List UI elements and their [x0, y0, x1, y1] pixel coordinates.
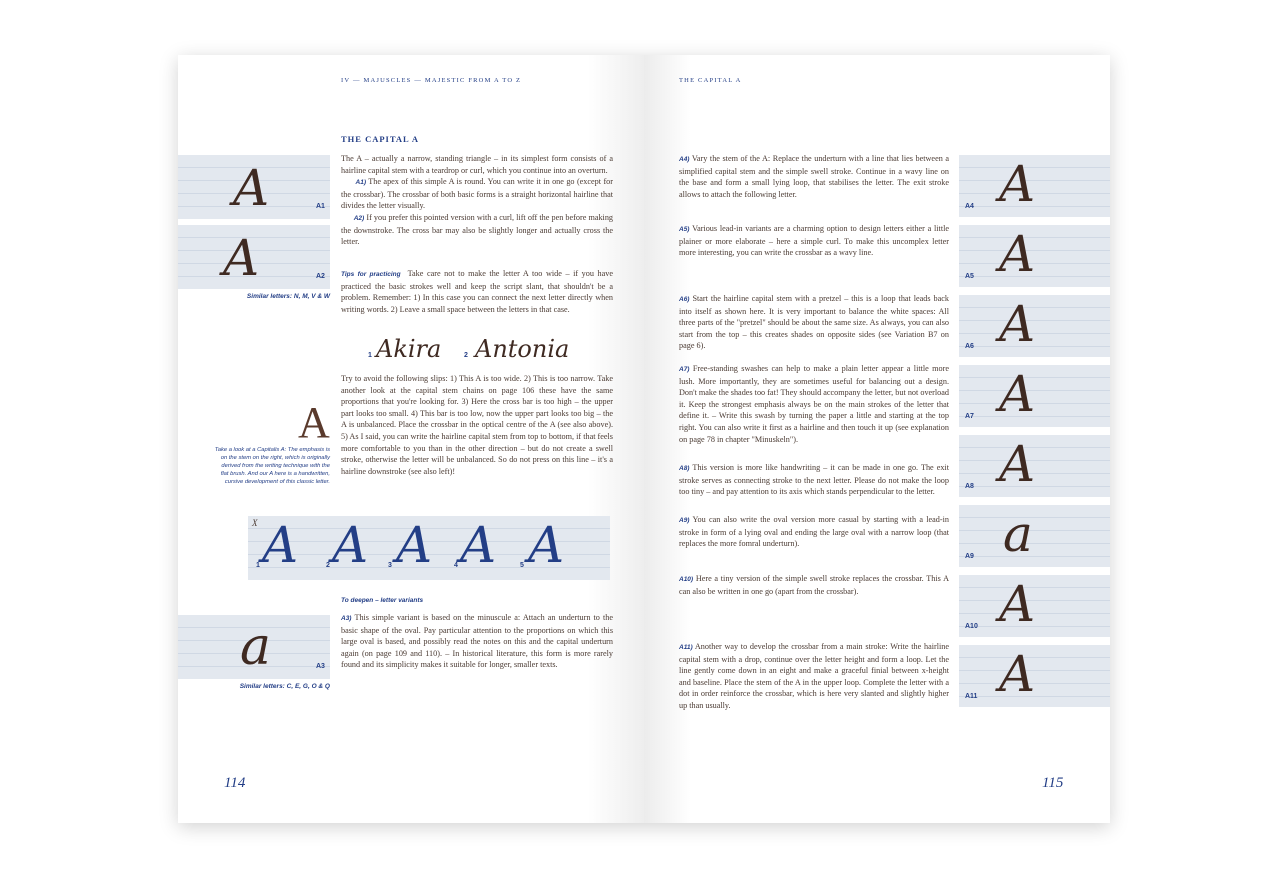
section-title: THE CAPITAL A — [341, 134, 420, 144]
plate-label: A2 — [316, 273, 325, 280]
tips-paragraph: Tips for practicing Take care not to make the letter A too wide – if you have practiced the basic strokes well and keep the script slant, that shouldn't be a problem. Remember: 1) In this case you can connect the next letter directly when writing words. 2) Leave a small space between the letters in that case. — [341, 269, 613, 314]
plate-label: A7 — [965, 413, 974, 420]
script-letter-a3: a — [240, 617, 272, 677]
slip-letter-5: A — [528, 516, 565, 574]
plate-a6 — [959, 295, 1110, 357]
plate-a8 — [959, 435, 1110, 497]
plate-label: A5 — [965, 273, 974, 280]
variant-a11-text: A11) Another way to develop the crossbar from a main stroke: Write the hairline capital stem with a drop, continue over the letter height and form a loop. Let the line gently come down in an eight and make a graceful finial between x-height and baseline. Place the stem of the A in the upper loop. Complete the letter with a dot in order reinforce the crossbar, which is here very slanted and slightly higher up than usually. — [679, 642, 949, 710]
running-head: THE CAPITAL A — [679, 77, 742, 84]
plate-label: A4 — [965, 203, 974, 210]
plate-a5 — [959, 225, 1110, 287]
plate-label: A3 — [316, 663, 325, 670]
page-number: 115 — [1042, 775, 1064, 791]
plate-a1 — [178, 155, 330, 219]
a3-paragraph: A3) This simple variant is based on the minuscule a: Attach an underturn to the basic shape of the oval. Pay particular attention to the proportions on which this large oval is based, and possibly read the notes on this and the capital underturn again (on page 109 and 110). – In historical literature, this form is more rarely found and its simplicity makes it suitable for longer, smaller texts. — [341, 613, 613, 670]
script-letter-a6: A — [999, 295, 1036, 353]
example-number: 2 — [464, 352, 468, 359]
plate-a10 — [959, 575, 1110, 637]
slip-letter-4: A — [460, 516, 497, 574]
example-word: Antonia — [475, 335, 570, 363]
slip-number: 3 — [388, 562, 392, 569]
capitalis-letter: A — [298, 398, 330, 447]
script-letter-a8: A — [999, 435, 1036, 493]
slips-paragraph: Try to avoid the following slips: 1) This A is too wide. 2) This is too narrow. Take another look at the capital stem chains on page 106 these have the same proportions that you're looking for. 3) Here the cross bar is too high – the upper part looks too small. 4) This bar is too low, now the upper part looks too big – the A is unbalanced. Place the crossbar in the optical centre of the A (see also above). 5) As I said, you can write the hairline capital stem from top to bottom, if that feels more comfortable to you than in the other direction – but do not create a swell stroke, otherwise the letter will be unbalanced. So do not press on this line – it's a hairline downstroke (see also left)! — [341, 374, 613, 476]
running-head: IV — MAJUSCLES — MAJESTIC FROM A TO Z — [341, 77, 522, 84]
plate-label: A9 — [965, 553, 974, 560]
variant-a6-text: A6) Start the hairline capital stem with a pretzel – this is a loop that leads back into itself as shown here. It is very important to balance the white spaces: All three parts of the "pretzel" should be about the same size. As always, you can also start from the top – this creates shades on opposite sides (see Variation B7 on page 6). — [679, 294, 949, 351]
deepen-label: To deepen – letter variants — [341, 597, 424, 604]
script-letter-a2: A — [223, 229, 260, 287]
right-page — [644, 55, 1110, 823]
plate-a7 — [959, 365, 1110, 427]
plate-a3 — [178, 615, 330, 679]
variant-a9-text: A9) You can also write the oval version more casual by starting with a lead-in stroke in form of a lying oval and ending the large oval with a narrow loop (that replaces the more fomral underturn). — [679, 515, 949, 549]
script-letter-a1: A — [233, 159, 270, 217]
slip-number: 1 — [256, 562, 260, 569]
slip-number: 5 — [520, 562, 524, 569]
script-letter-a4: A — [999, 155, 1036, 213]
capitalis-sidenote: Take a look at a Capitalis A: The emphasis is on the stem on the right, which is originally derived from the writing technique with the flat brush. And our A here is a handwritten, cursive development of this classic letter. — [214, 447, 330, 485]
left-page — [178, 55, 644, 823]
variant-a4-text: A4) Vary the stem of the A: Replace the underturn with a line that lies between a simplified capital stem and the simple swell stroke. Continue in a wavy line on the base and form a small lying loop, that stabilises the letter. The exit stroke allows to attach the following letter. — [679, 154, 949, 199]
plate-label: A10 — [965, 623, 978, 630]
similar-letters-1: Similar letters: N, M, V & W — [246, 293, 330, 300]
page-number: 114 — [224, 775, 246, 791]
script-letter-a7: A — [999, 365, 1036, 423]
plate-a11 — [959, 645, 1110, 707]
intro-paragraph: The A – actually a narrow, standing triangle – in its simplest form consists of a hairline capital stem with a teardrop or curl, which you continue into an overturn. A1) The apex of this simple A is round. You can write it in one go (except for the crossbar). The crossbar of both basic forms is a straight horizontal hairline that divides the letter visually. A2) If you prefer this pointed version with a curl, lift off the pen before making the downstroke. The cross bar may also be slightly longer and actually cross the letter. — [341, 154, 614, 247]
script-letter-a5: A — [999, 225, 1036, 283]
variant-a8-text: A8) This version is more like handwriting – it can be made in one go. The exit stroke serves as connecting stroke to the next letter. Please do not make the loop too tiny – and pay attention to its axis which stands perpendicular to the letter. — [679, 463, 949, 497]
example-number: 1 — [368, 352, 372, 359]
slips-strip — [248, 516, 610, 580]
similar-letters-2: Similar letters: C, E, G, O & Q — [239, 683, 330, 690]
plate-label: A1 — [316, 203, 325, 210]
script-letter-a10: A — [999, 575, 1036, 633]
plate-a2 — [178, 225, 330, 289]
slip-number: 4 — [454, 562, 458, 569]
slip-letter-2: A — [332, 516, 369, 574]
slip-mark: X — [252, 518, 258, 528]
plate-a9 — [959, 505, 1110, 567]
variant-a10-text: A10) Here a tiny version of the simple swell stroke replaces the crossbar. This A can also be written in one go (apart from the crossbar). — [679, 574, 949, 596]
example-word: Akira — [376, 335, 442, 363]
slip-letter-1: A — [262, 516, 299, 574]
plate-label: A11 — [965, 693, 978, 700]
plate-label: A6 — [965, 343, 974, 350]
script-letter-a9: a — [1003, 505, 1033, 563]
plate-label: A8 — [965, 483, 974, 490]
book-spread — [178, 55, 1110, 823]
plate-a4 — [959, 155, 1110, 217]
script-letter-a11: A — [999, 645, 1036, 703]
slip-number: 2 — [326, 562, 330, 569]
variant-a5-text: A5) Various lead-in variants are a charming option to design letters either a little plainer or more elaborate – here a simple curl. To make this uncomplex letter more interesting, you can write the crossbar as a wavy line. — [679, 224, 949, 258]
variant-a7-text: A7) Free-standing swashes can help to make a plain letter appear a little more lush. More importantly, they are sometimes useful for balancing out a design. Don't make the shades too fat! They should accompany the letter, but not overload it. Keep the strongest emphasis always be on the main strokes of the letter that define it. – Write this swash by turning the paper a little and starting at the top right. You can also write it first as a hairline and then touch it up (see explanation on page 78 in chapter "Minuskeln"). — [679, 364, 950, 444]
slip-letter-3: A — [396, 516, 433, 574]
